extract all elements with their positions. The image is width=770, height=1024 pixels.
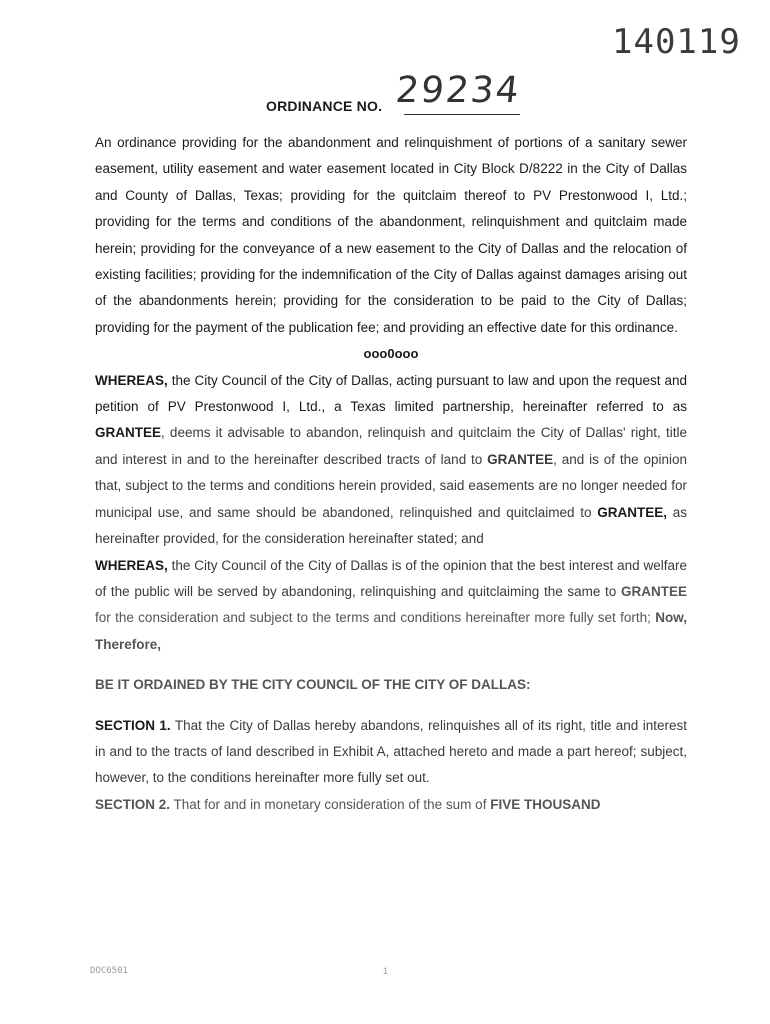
footer-page-number: 1	[383, 966, 389, 976]
ordinance-title	[266, 68, 526, 118]
section-2-paragraph: SECTION 2. That for and in monetary consideration of the sum of FIVE THOUSAND	[95, 796, 601, 812]
closing-phrase: Now, Therefore,	[95, 610, 687, 652]
grantee-term: GRANTEE,	[597, 504, 667, 520]
footer-document-code: DOC6501	[90, 966, 128, 976]
whereas-paragraph-1: WHEREAS, the City Council of the City of Dallas, acting pursuant to law and upon the request and petition of PV Prestonwood I, Ltd., a Texas limited partnership, hereinafter referred to as GRANTEE, deems it advisable to abandon, relinquish and quitclaim the City of Dallas' right, title and interest in and to the hereinafter described tracts of land to GRANTEE, and is of the opinion that, subject to the terms and conditions herein provided, said easements are no longer needed for municipal use, and same should be abandoned, relinquished and quitclaimed to GRANTEE, as hereinafter provided, for the consideration hereinafter stated; and	[95, 372, 688, 547]
grantee-term: GRANTEE	[620, 583, 687, 599]
ordinance-body	[95, 130, 687, 818]
section-1-label: SECTION 1.	[95, 717, 171, 733]
grantee-term: GRANTEE	[487, 451, 554, 467]
ordinance-number-underline	[404, 114, 520, 115]
document-stamp-number: 140119	[612, 22, 741, 62]
preamble-paragraph: An ordinance providing for the abandonment and relinquishment of portions of a sanitary sewer easement, utility easement and water easement located in City Block D/8222 in the City of Dallas and County of Dallas, Texas; providing for the quitclaim thereof to PV Prestonwood I, Ltd.; providing for the terms and conditions of the abandonment, relinquishment and quitclaim made herein; providing for the conveyance of a new easement to the City of Dallas and the relocation of existing facilities; providing for the indemnification of the City of Dallas against damages arising out of the abandonments herein; providing for the consideration to be paid to the City of Dallas; providing for the payment of the publication fee; and providing an effective date for this ordinance.	[95, 135, 687, 335]
ordinance-label: ORDINANCE NO.	[266, 98, 383, 114]
grantee-term: GRANTEE	[95, 425, 162, 441]
section-1-paragraph: SECTION 1. That the City of Dallas hereby abandons, relinquishes all of its right, title and interest in and to the tracts of land described in Exhibit A, attached hereto and made a part hereof; subject, however, to the conditions hereinafter more fully set out.	[95, 717, 687, 786]
ordinance-number-handwritten: 29234	[393, 70, 523, 111]
section-separator: ooo0ooo	[363, 346, 419, 362]
whereas-keyword: WHEREAS,	[95, 372, 168, 388]
consideration-amount: FIVE THOUSAND	[490, 796, 601, 812]
whereas-paragraph-2: WHEREAS, the City Council of the City of Dallas is of the opinion that the best interest and welfare of the public will be served by abandoning, relinquishing and quitclaiming the same to GRANTEE for the consideration and subject to the terms and conditions hereinafter more fully set forth; Now, Therefore,	[95, 557, 687, 652]
whereas-keyword: WHEREAS,	[95, 557, 168, 573]
section-2-label: SECTION 2.	[95, 796, 171, 812]
ordaining-clause: BE IT ORDAINED BY THE CITY COUNCIL OF THE CITY OF DALLAS:	[95, 677, 531, 693]
